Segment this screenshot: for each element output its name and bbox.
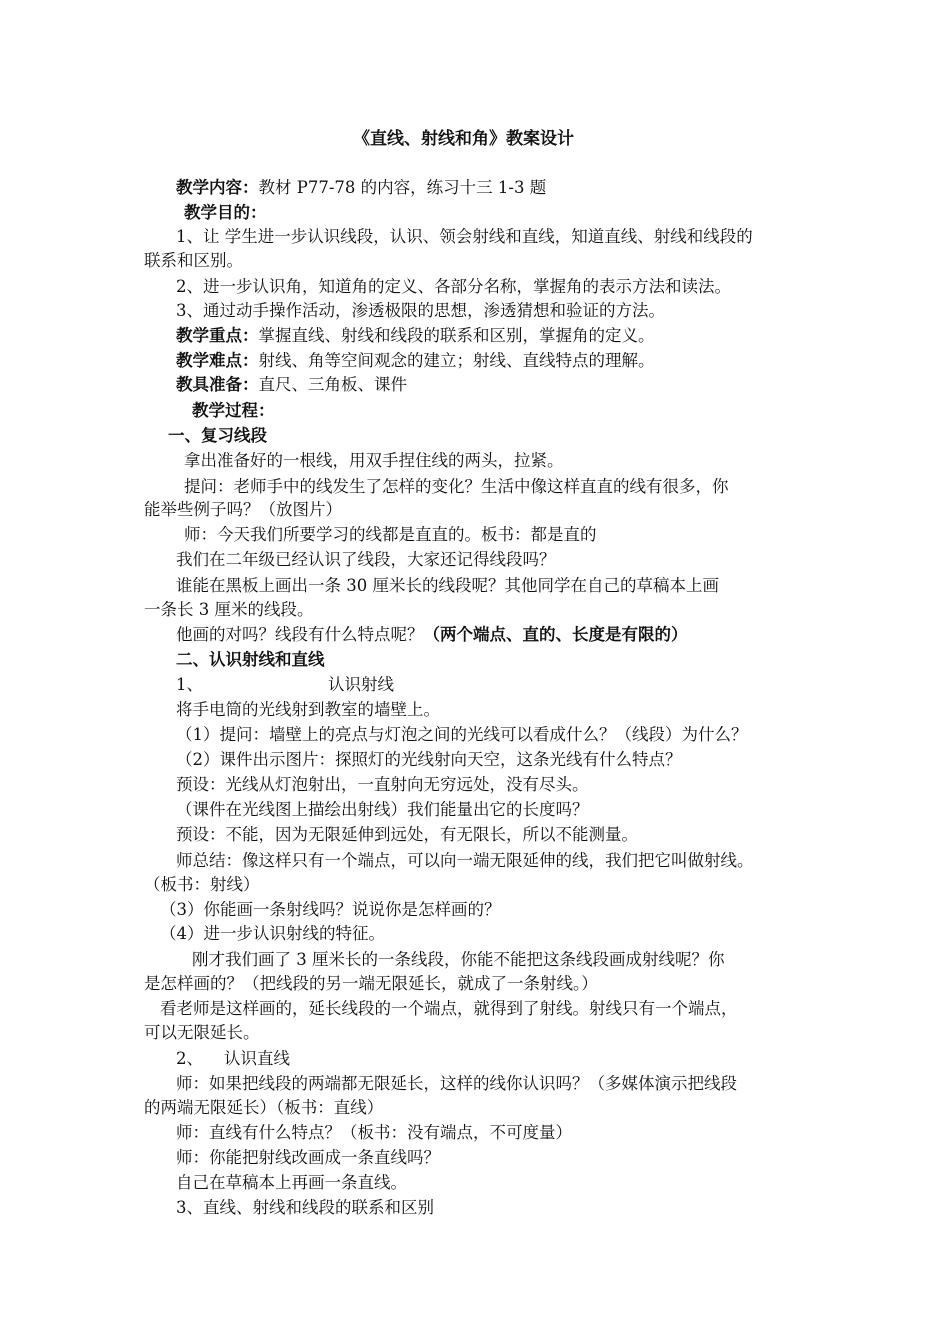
tools-line xyxy=(176,373,407,397)
difficulty-line xyxy=(176,349,655,373)
difficulty-text: 射线、角等空间观念的建立；射线、直线特点的理解。 xyxy=(258,351,655,370)
key-text: 掌握直线、射线和线段的联系和区别，掌握角的定义。 xyxy=(258,326,655,345)
paragraph: 我们在二年级已经认识了线段，大家还记得线段吗？ xyxy=(176,550,556,569)
key-line xyxy=(176,324,655,348)
goal2-line: 2、进一步认识角，知道角的定义、各部分名称，掌握角的表示方法和读法。 xyxy=(176,277,731,296)
section1-heading: 一、复习线段 xyxy=(168,426,267,445)
paragraph: 一条长 3 厘米的线段。 xyxy=(144,600,314,619)
subsection-num: 2、 xyxy=(176,1049,203,1068)
paragraph: 是怎样画的？（把线段的另一端无限延长，就成了一条射线。） xyxy=(144,974,598,993)
subsection-num: 1、 xyxy=(176,675,203,694)
paragraph: 提问：老师手中的线发生了怎样的变化？生活中像这样直直的线有很多，你 xyxy=(184,477,729,496)
paragraph: 刚才我们画了 3 厘米长的一条线段，你能不能把这条线段画成射线呢？你 xyxy=(192,950,725,969)
difficulty-label: 教学难点： xyxy=(176,351,259,370)
paragraph: 谁能在黑板上画出一条 30 厘米长的线段呢？其他同学在自己的草稿本上画 xyxy=(176,576,719,595)
key-label: 教学重点： xyxy=(176,326,259,345)
subsection-title: 认识射线 xyxy=(328,675,394,694)
paragraph: 3、直线、射线和线段的联系和区别 xyxy=(176,1198,434,1217)
content-line xyxy=(176,176,546,200)
section2-heading: 二、认识射线和直线 xyxy=(176,650,325,669)
paragraph: 可以无限延长。 xyxy=(144,1023,260,1042)
paragraph: （4）进一步认识射线的特征。 xyxy=(160,924,385,943)
paragraph: 预设：不能，因为无限延伸到远处，有无限长，所以不能测量。 xyxy=(176,825,638,844)
paragraph: 师：今天我们所要学习的线都是直直的。板书：都是直的 xyxy=(184,525,597,544)
content-text: 教材 P77-78 的内容，练习十三 1-3 题 xyxy=(258,178,547,197)
content-label: 教学内容： xyxy=(176,178,259,197)
paragraph: 看老师是这样画的，延长线段的一个端点，就得到了射线。射线只有一个端点， xyxy=(160,999,738,1018)
page-title: 《直线、射线和角》教案设计 xyxy=(353,129,574,149)
paragraph: 能举些例子吗？（放图片） xyxy=(144,500,342,519)
subsection-title: 认识直线 xyxy=(224,1049,290,1068)
paragraph: 自己在草稿本上再画一条直线。 xyxy=(176,1173,407,1192)
tools-text: 直尺、三角板、课件 xyxy=(258,375,407,394)
paragraph: （3）你能画一条射线吗？说说你是怎样画的？ xyxy=(160,900,501,919)
paragraph xyxy=(176,623,688,647)
paragraph: 师：如果把线段的两端都无限延长，这样的线你认识吗？（多媒体演示把线段 xyxy=(176,1074,737,1093)
paragraph: 预设：光线从灯泡射出，一直射向无穷远处，没有尽头。 xyxy=(176,775,589,794)
goal-label: 教学目的： xyxy=(184,203,267,222)
paragraph: 师总结：像这样只有一个端点，可以向一端无限延伸的线，我们把它叫做射线。 xyxy=(176,851,754,870)
paragraph: （课件在光线图上描绘出射线）我们能量出它的长度吗？ xyxy=(176,800,589,819)
paragraph: 师：直线有什么特点？（板书：没有端点，不可度量） xyxy=(176,1123,572,1142)
paragraph: 的两端无限延长）（板书：直线） xyxy=(144,1098,384,1117)
paragraph: 师：你能把射线改画成一条直线吗？ xyxy=(176,1148,440,1167)
process-label: 教学过程： xyxy=(192,401,275,420)
paragraph: 拿出准备好的一根线，用双手捏住线的两头，拉紧。 xyxy=(184,451,564,470)
paragraph: （1）提问：墙壁上的亮点与灯泡之间的光线可以看成什么？（线段）为什么？ xyxy=(176,725,748,744)
paragraph-text: 他画的对吗？线段有什么特点呢？ xyxy=(176,625,424,644)
paragraph: （板书：射线） xyxy=(144,875,260,894)
paragraph-answer: （两个端点、直的、长度是有限的） xyxy=(423,625,688,644)
paragraph: （2）课件出示图片：探照灯的光线射向天空，这条光线有什么特点？ xyxy=(176,750,682,769)
tools-label: 教具准备： xyxy=(176,375,259,394)
goal3-line: 3、通过动手操作活动，渗透极限的思想，渗透猜想和验证的方法。 xyxy=(176,301,665,320)
goal1-line-b: 联系和区别。 xyxy=(144,251,243,270)
paragraph: 将手电筒的光线射到教室的墙壁上。 xyxy=(176,700,440,719)
goal1-line-a: 1、让 学生进一步认识线段，认识、领会射线和直线，知道直线、射线和线段的 xyxy=(176,227,753,246)
